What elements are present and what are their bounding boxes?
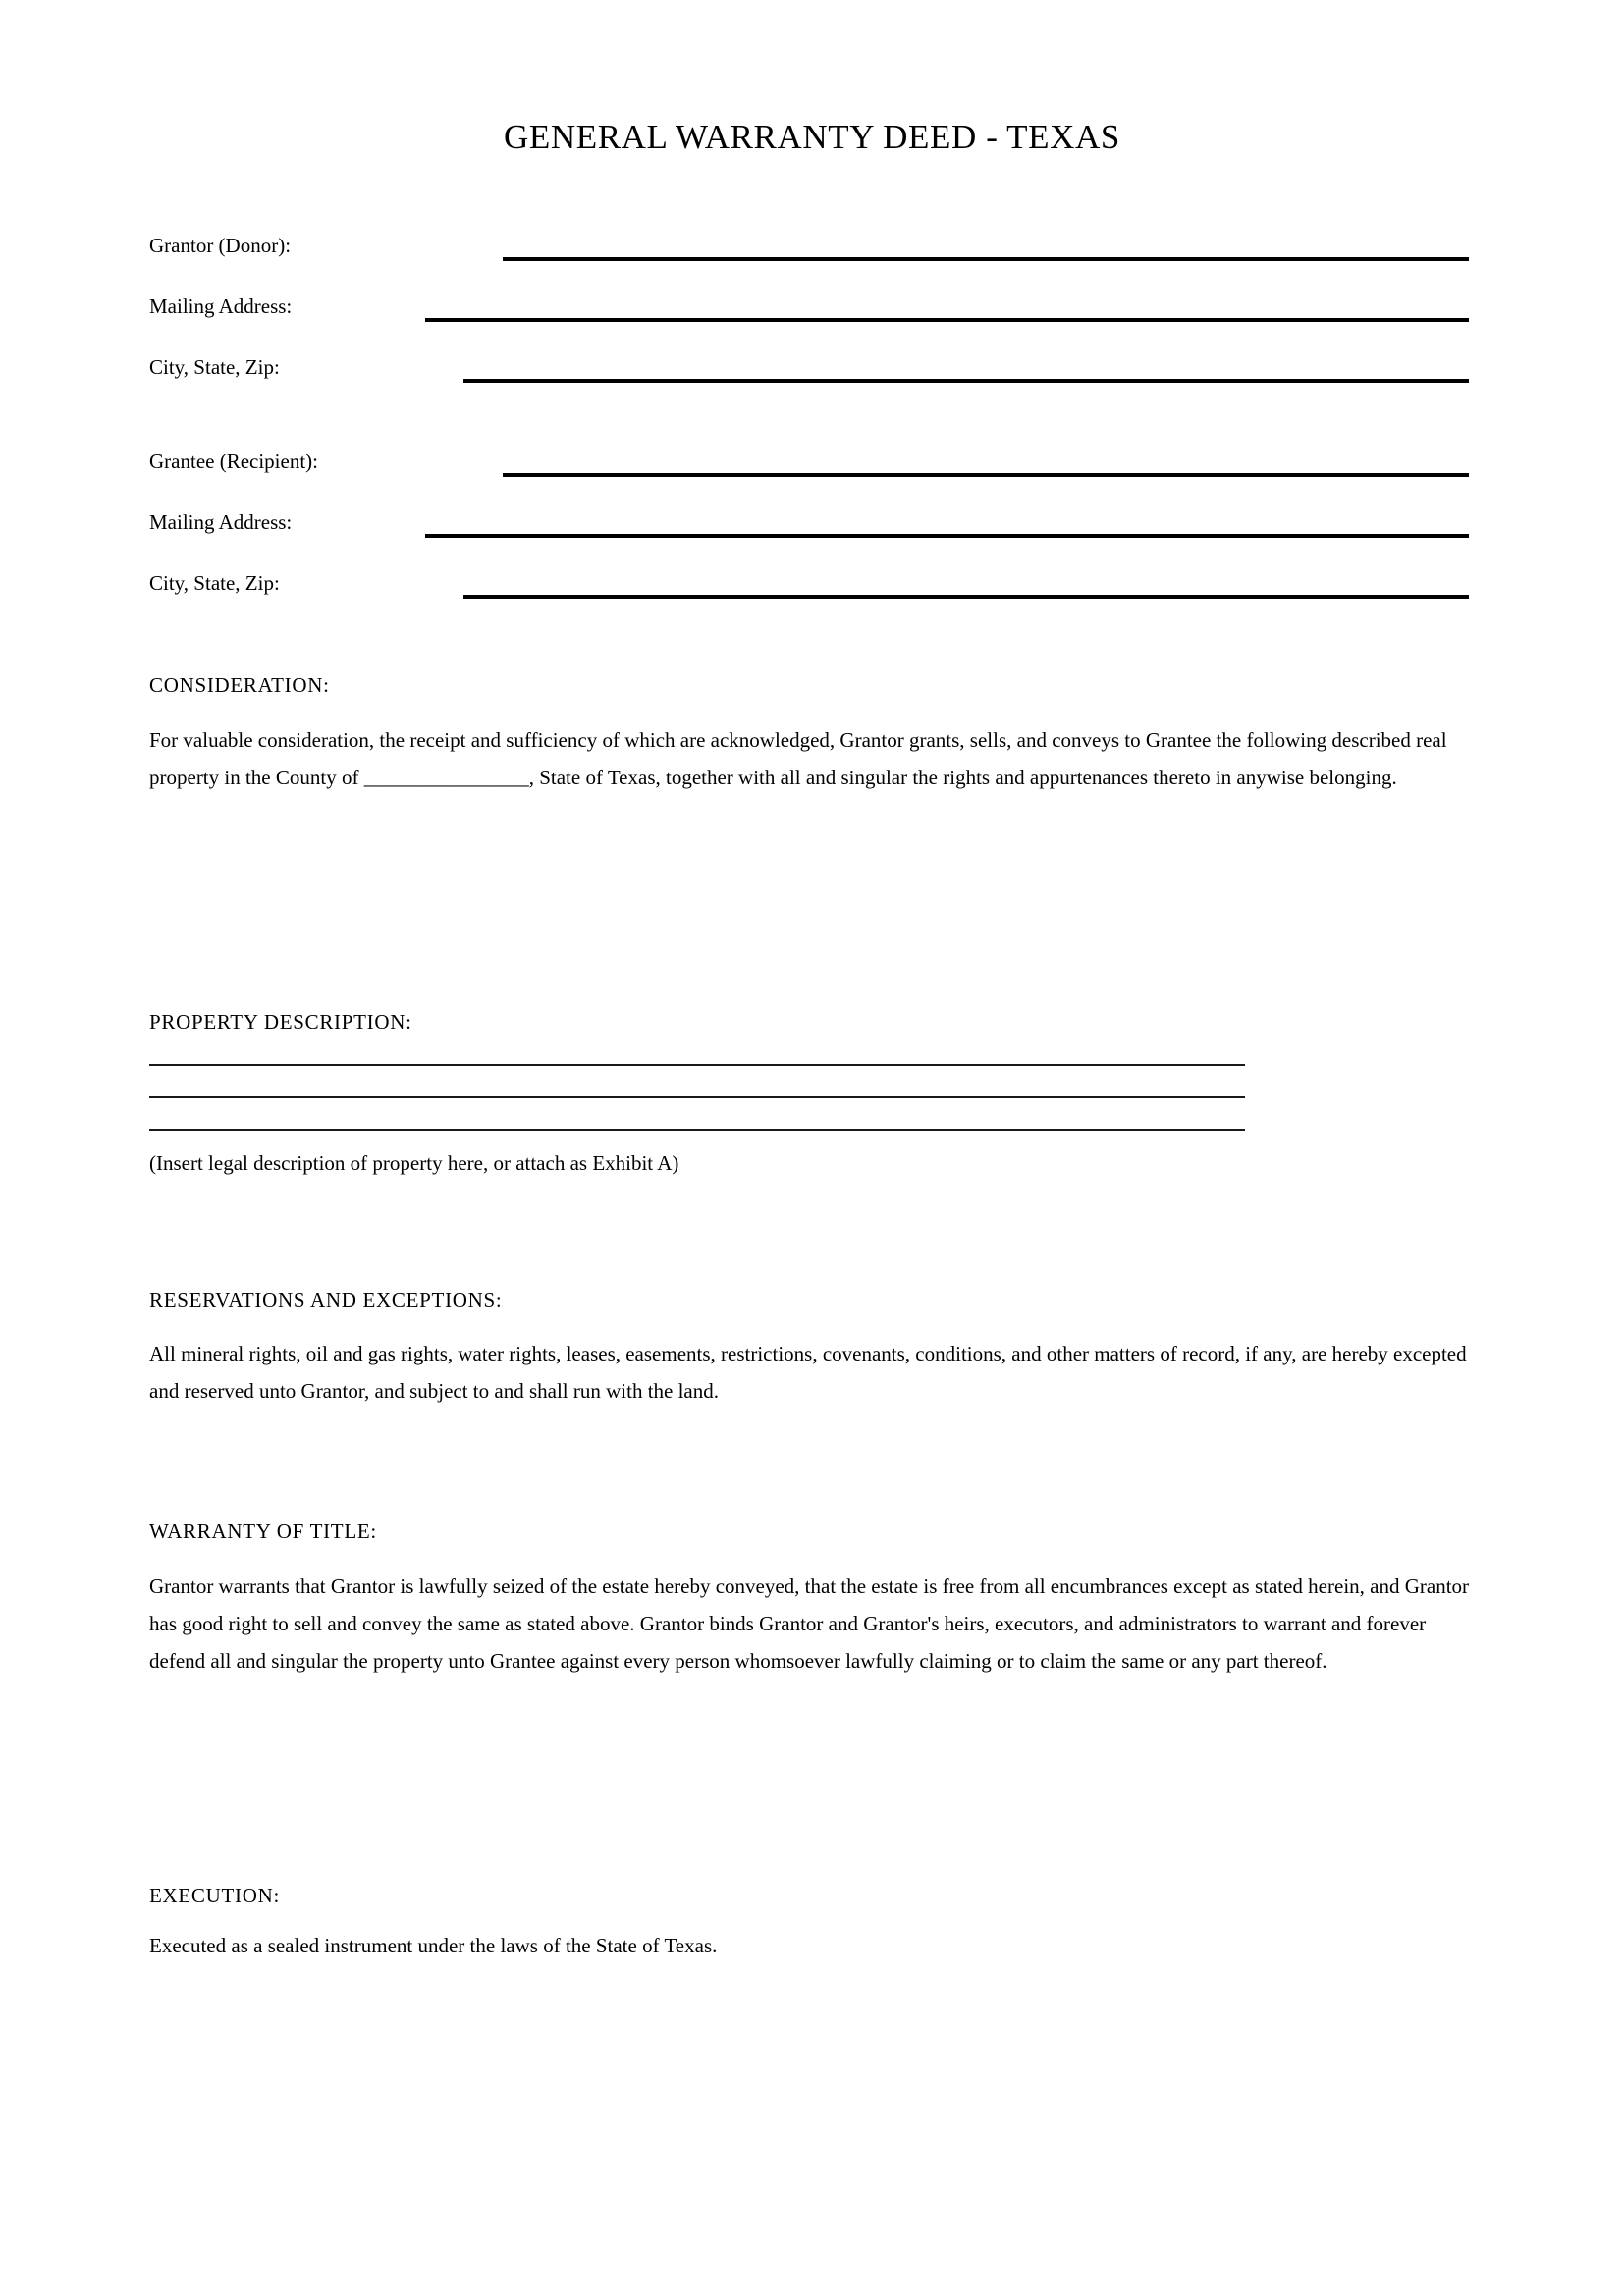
property-description-blank-lines — [149, 1064, 1245, 1161]
form-row-grantee-name — [149, 448, 1469, 508]
section-body-reservations-and-exceptions: All mineral rights, oil and gas rights, water rights, leases, easements, restrictions, covenants, conditions, and other matters of record, if any, are hereby excepted and reserved unto Grantor, and subject to and shall run with the land. — [149, 1342, 1467, 1403]
page-title: GENERAL WARRANTY DEED - TEXAS — [504, 118, 1120, 156]
form-row-grantor-city-state-zip — [149, 353, 1469, 414]
section-heading-consideration: CONSIDERATION: — [149, 673, 330, 697]
field-label-grantor-city-state-zip: City, State, Zip: — [149, 355, 280, 379]
property-description-instruction: (Insert legal description of property here, or attach as Exhibit A) — [149, 1151, 679, 1175]
fill-in-rule-grantor-city-state-zip[interactable] — [463, 379, 1469, 383]
form-row-grantor-address — [149, 293, 1469, 353]
section-body-warranty-of-title: Grantor warrants that Grantor is lawfully seized of the estate hereby conveyed, that the estate is free from all encumbrances except as stated herein, and Grantor has good right to sell and convey the same as stated above. Grantor binds Grantor and Grantor's heirs, executors, and administrators to warrant and forever defend all and singular the property unto Grantee against every person whomsoever lawfully claiming or to claim the same or any part thereof. — [149, 1575, 1470, 1673]
form-row-grantor-name — [149, 232, 1469, 293]
field-label-grantor-address: Mailing Address: — [149, 294, 293, 318]
section-body-consideration: For valuable consideration, the receipt and sufficiency of which are acknowledged, Grantor grants, sells, and conveys to Grantee the following described real property in the County of ________________, State of Texas, together with all and singular the rights and appurtenances thereto in anywise belonging. — [149, 728, 1447, 789]
section-heading-execution: EXECUTION: — [149, 1884, 280, 1907]
section-heading-reservations-and-exceptions: RESERVATIONS AND EXCEPTIONS: — [149, 1288, 503, 1311]
property-description-blank-line[interactable] — [149, 1064, 1245, 1066]
form-row-grantee-address — [149, 508, 1469, 569]
grantor-form-block — [149, 232, 1469, 414]
section-body-execution: Executed as a sealed instrument under the laws of the State of Texas. — [149, 1934, 718, 1957]
field-label-grantee-address: Mailing Address: — [149, 510, 293, 534]
property-description-blank-line[interactable] — [149, 1129, 1245, 1131]
fill-in-rule-grantor-name[interactable] — [503, 257, 1469, 261]
fill-in-rule-grantor-address[interactable] — [425, 318, 1469, 322]
field-label-grantee-city-state-zip: City, State, Zip: — [149, 571, 280, 595]
section-heading-warranty-of-title: WARRANTY OF TITLE: — [149, 1520, 377, 1543]
fill-in-rule-grantee-address[interactable] — [425, 534, 1469, 538]
property-description-blank-line[interactable] — [149, 1096, 1245, 1098]
section-heading-property-description: PROPERTY DESCRIPTION: — [149, 1010, 412, 1034]
field-label-grantor-name: Grantor (Donor): — [149, 234, 292, 257]
fill-in-rule-grantee-name[interactable] — [503, 473, 1469, 477]
fill-in-rule-grantee-city-state-zip[interactable] — [463, 595, 1469, 599]
field-label-grantee-name: Grantee (Recipient): — [149, 450, 318, 473]
form-row-grantee-city-state-zip — [149, 569, 1469, 630]
grantee-form-block — [149, 448, 1469, 630]
